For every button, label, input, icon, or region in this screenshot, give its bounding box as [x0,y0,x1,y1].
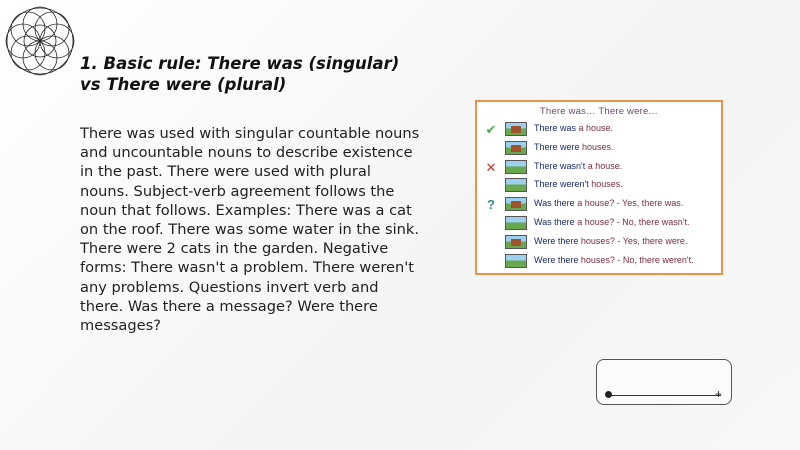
empty-field-picture-icon [505,178,527,192]
sentence-rest: houses. [579,141,614,152]
grammar-illustration-card [475,100,723,275]
example-sentence [534,142,614,152]
example-sentence [534,217,689,227]
card-row [477,196,721,214]
sentence-rest: a house. [585,160,623,171]
card-row [477,177,721,195]
houses-picture-icon [505,235,527,249]
circular-knot-logo-icon [5,5,75,77]
media-progress-track[interactable] [609,395,721,396]
sentence-lead: Was there [534,217,575,227]
check-icon: ✔ [485,122,497,137]
card-row [477,121,721,139]
sentence-lead: There weren't [534,179,589,190]
example-sentence [534,123,613,133]
houses-picture-icon [505,141,527,155]
empty-field-picture-icon [505,254,527,268]
sentence-rest: houses. [588,179,623,190]
end-marker-icon: + [715,387,723,401]
card-title: There was… There were… [539,106,659,117]
sentence-rest: houses? - No, there weren't. [578,254,694,265]
cross-icon: ✕ [485,159,497,175]
sentence-lead: There was [534,123,577,133]
house-shape [511,239,521,246]
sentence-rest: houses? - Yes, there were. [578,235,688,246]
example-sentence [534,179,623,189]
slide-body-text: There was used with singular countable nouns and uncountable nouns to describe existence in the past. There were used with plural nouns. Subject-verb agreement follows the noun that follows. Examples: There was a cat on the roof. There was some water in the sink. There were 2 cats in the garden. Negative forms: There wasn't a problem. There weren't any problems. Questions invert verb and there. Was there a message? Were there messages? [80,125,420,335]
card-row [477,159,721,177]
house-shape [511,126,521,133]
empty-field-picture-icon [505,160,527,174]
card-row [477,253,721,271]
sentence-rest: a house? - Yes, there was. [574,198,684,209]
sentence-lead: Were there [534,235,579,246]
play-position-dot-icon[interactable] [605,391,612,398]
house-picture-icon [505,122,527,136]
example-sentence [534,198,683,208]
example-sentence [534,236,687,246]
slide-title: 1. Basic rule: There was (singular) vs There were (plural) [80,54,400,94]
media-player-bar[interactable] [596,359,732,405]
sentence-lead: There wasn't [534,160,586,171]
sentence-lead: There were [534,141,580,152]
sentence-rest: a house? - No, there wasn't. [574,217,690,227]
house-shape [511,201,521,208]
sentence-rest: a house. [576,123,614,133]
card-row [477,215,721,233]
card-row [477,140,721,158]
example-sentence [534,161,622,171]
empty-field-picture-icon [505,216,527,230]
house-picture-icon [505,197,527,211]
card-row [477,234,721,252]
sentence-lead: Was there [534,198,575,209]
house-shape [511,145,521,152]
question-icon: ? [487,197,495,213]
example-sentence [534,255,694,265]
sentence-lead: Were there [534,254,579,265]
